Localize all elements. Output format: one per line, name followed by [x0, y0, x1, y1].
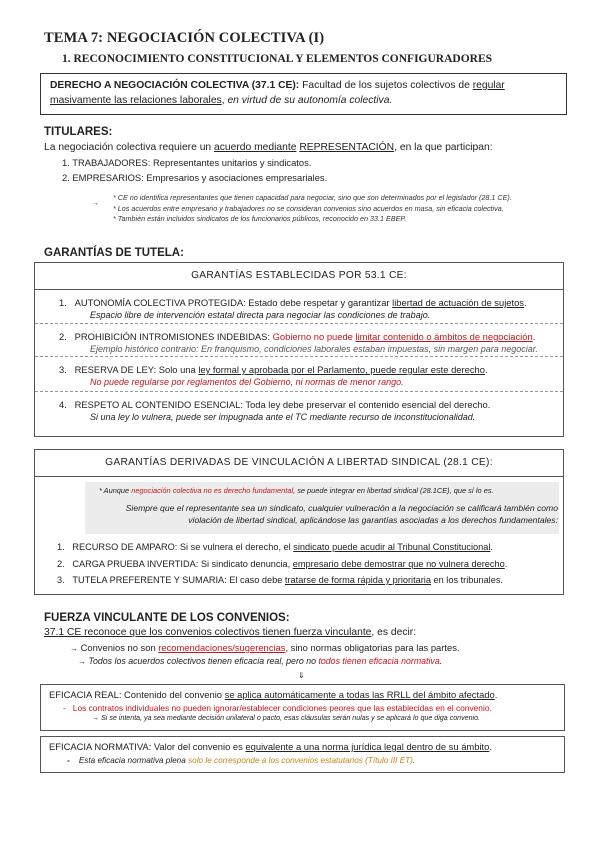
row-number: 4.: [59, 399, 67, 410]
item-lead: RECURSO DE AMPARO: Si se vulnera el derecho, el: [72, 542, 294, 552]
note-item: * Los acuerdos entre empresario y trabajadores no se consideran convenios sino acuerdos en masa, sin eficacia colectiva.: [113, 203, 504, 213]
fuerza-heading: FUERZA VINCULANTE DE LOS CONVENIOS:: [44, 612, 290, 624]
item-number: 2.: [57, 558, 65, 569]
definition-box: [40, 73, 567, 115]
guarantee-row: [35, 357, 563, 392]
garantias-heading: GARANTÍAS DE TUTELA:: [44, 247, 184, 259]
panel2-explanation: Siempre que el representante sea un sindicato, cualquier vulneración a la negociación se calificará también como violación de libertad sindical, aplicándose las garantías asociadas a los derechos fundamentales:: [125, 503, 558, 525]
arrow-icon: →: [92, 714, 100, 722]
item-number: 1.: [57, 542, 65, 552]
row-sub: No puede regularse por reglamentos del Gobierno, ni normas de menor rango.: [90, 377, 404, 387]
panel2-note-b: , se puede integrar en libertad sindical (28.1CE), que sí lo es.: [293, 486, 494, 495]
item-lead: TUTELA PREFERENTE Y SUMARIA: El caso debe: [72, 575, 285, 585]
note-item: * CE no identifica representantes que tienen capacidad para negociar, sino que son determinados por el legislador (28.1 CE).: [113, 193, 512, 202]
item-underlined: sindicato puede acudir al Tribunal Constitucional: [293, 542, 491, 552]
row-underlined: ley formal y aprobada por el Parlamento, puede regular este derecho: [198, 364, 485, 375]
row-sub: Si una ley lo vulnera, puede ser impugnada ante el TC mediante recurso de inconstitucionalidad.: [90, 412, 476, 422]
row-tail: .: [532, 331, 536, 342]
item-number: 3.: [57, 575, 65, 585]
definition-italic: en virtud de su autonomía colectiva.: [227, 95, 393, 106]
garantias-53-panel: [34, 262, 564, 437]
arrow-icon: →: [70, 644, 78, 653]
definition-text: Facultad de los sujetos colectivos de: [299, 80, 473, 91]
notes-arrow-icon: →: [92, 200, 99, 207]
normativa-lead: EFICACIA NORMATIVA: Valor del convenio es: [49, 741, 246, 752]
guarantee-row: [35, 392, 563, 432]
line1-b: , sino normas obligatorias para las partes.: [285, 642, 460, 653]
dash: -: [67, 756, 70, 765]
row-lead: RESERVA DE LEY: Solo una: [74, 364, 199, 375]
row-lead: RESPETO AL CONTENIDO ESENCIAL: Toda ley debe preservar el contenido esencial del derecho.: [74, 399, 491, 410]
normativa-b: .: [412, 756, 416, 765]
real-sub-line: [49, 714, 556, 722]
titulares-intro-a: La negociación colectiva requiere un: [44, 142, 215, 153]
real-tail: .: [494, 689, 498, 700]
panel2-note-red: negociación colectiva no es derecho fundamental: [131, 486, 294, 495]
list-item: [57, 539, 507, 556]
row-tail: .: [484, 364, 488, 375]
guarantee-row: [35, 290, 563, 324]
dash: -: [63, 703, 66, 713]
arrow-icon: →: [78, 657, 86, 666]
titulares-notes: [113, 193, 583, 225]
titulares-intro-b: , en la que participan:: [394, 142, 493, 153]
list-item: 2. EMPRESARIOS: Empresarios y asociaciones empresariales.: [62, 172, 328, 183]
definition-term: DERECHO A NEGOCIACIÓN COLECTIVA (37.1 CE):: [50, 80, 300, 91]
list-item: 1. TRABAJADORES: Representantes unitarios y sindicatos.: [62, 157, 312, 168]
real-lead: EFICACIA REAL: Contenido del convenio: [49, 689, 225, 700]
list-item: [57, 556, 507, 573]
definition-underlined: regular masivamente las relaciones laborales: [50, 80, 505, 106]
line2-red: todos tienen eficacia normativa: [318, 656, 440, 666]
row-number: 3.: [59, 364, 67, 375]
item-underlined: tratarse de forma rápida y prioritaria: [284, 575, 431, 585]
row-underlined: libertad de actuación de sujetos: [392, 297, 524, 308]
row-red: Gobierno no puede: [272, 331, 356, 342]
guarantee-row: [35, 324, 563, 357]
panel-title: GARANTÍAS DERIVADAS DE VINCULACIÓN A LIBERTAD SINDICAL (28.1 CE):: [35, 450, 563, 477]
fuerza-intro: [44, 627, 416, 638]
row-red-underlined: limitar contenido o ámbitos de negociación: [355, 331, 533, 342]
section-subtitle: 1. RECONOCIMIENTO CONSTITUCIONAL Y ELEMENTOS CONFIGURADORES: [62, 53, 493, 65]
down-arrow-icon: ⇓: [298, 671, 305, 680]
normativa-tail: .: [489, 741, 492, 752]
real-line: [49, 689, 556, 700]
titulares-intro-u1: acuerdo mediante: [214, 142, 297, 153]
titulares-intro: [44, 142, 493, 153]
row-sub: Espacio libre de intervención estatal directa para negociar las condiciones de trabajo.: [90, 310, 431, 320]
real-sub: Si se intenta, ya sea mediante decisión unilateral o pacto, esas cláusulas serán nulas y se aplicará lo que diga convenio.: [99, 714, 481, 722]
row-sub: Ejemplo histórico contrario: En franquismo, condiciones laborales estaban impuestas, sin margen para negociar.: [90, 344, 538, 354]
definition-sep: ,: [221, 95, 228, 106]
item-tail: .: [490, 542, 493, 552]
real-red-line: [49, 703, 556, 713]
item-underlined: empresario debe demostrar que no vulnera derecho: [292, 558, 505, 569]
row-number: 2.: [59, 331, 67, 342]
real-red: Los contratos individuales no pueden ignorar/establecer condiciones peores que las establecidas en el convenio.: [72, 703, 492, 713]
normativa-sub-line: [49, 756, 556, 765]
titulares-intro-u2: REPRESENTACIÓN: [299, 142, 395, 153]
titulares-heading: TITULARES:: [44, 126, 113, 138]
panel2-note-a: * Aunque: [99, 486, 132, 495]
titulares-list: [62, 156, 327, 184]
row-lead: PROHIBICIÓN INTROMISIONES INDEBIDAS:: [74, 331, 273, 342]
fuerza-line-1: [70, 642, 459, 653]
page-title: TEMA 7: NEGOCIACIÓN COLECTIVA (I): [44, 30, 325, 46]
item-tail: en los tribunales.: [430, 575, 503, 585]
note-item: * También están incluidos sindicatos de los funcionarios públicos, reconocido en 33.1 EBEP.: [113, 214, 407, 223]
panel2-note: [99, 486, 494, 495]
normativa-u: equivalente a una norma jurídica legal dentro de su ámbito: [245, 741, 490, 752]
line2-a: Todos los acuerdos colectivos tienen eficacia real, pero no: [86, 656, 319, 666]
row-tail: .: [524, 297, 527, 308]
eficacia-real-box: [40, 684, 565, 731]
item-tail: .: [504, 558, 508, 569]
normativa-line: [49, 741, 556, 752]
line2-b: .: [439, 656, 443, 666]
eficacia-normativa-box: [40, 736, 565, 773]
row-number: 1.: [59, 297, 67, 308]
garantias-28-panel: [34, 449, 564, 595]
panel-title: GARANTÍAS ESTABLECIDAS POR 53.1 CE:: [35, 263, 563, 290]
line1-u: recomendaciones/sugerencias: [158, 642, 286, 653]
real-u: se aplica automáticamente a todas las RRLL del ámbito afectado: [224, 689, 495, 700]
line1-a: Convenios no son: [78, 642, 159, 653]
row-lead: AUTONOMÍA COLECTIVA PROTEGIDA: Estado debe respetar y garantizar: [74, 297, 393, 308]
item-lead: CARGA PRUEBA INVERTIDA: Si sindicato denuncia,: [72, 558, 293, 569]
panel2-list: [57, 539, 507, 589]
list-item: [57, 572, 507, 589]
normativa-a: Esta eficacia normativa plena: [78, 756, 189, 765]
fuerza-intro-b: , es decir:: [371, 627, 417, 638]
normativa-orange: solo le corresponde a los convenios estatutarios (Título III ET): [188, 756, 413, 765]
fuerza-line-2: [78, 656, 442, 666]
fuerza-intro-u: 37.1 CE reconoce que los convenios colectivos tienen fuerza vinculante: [44, 627, 372, 638]
